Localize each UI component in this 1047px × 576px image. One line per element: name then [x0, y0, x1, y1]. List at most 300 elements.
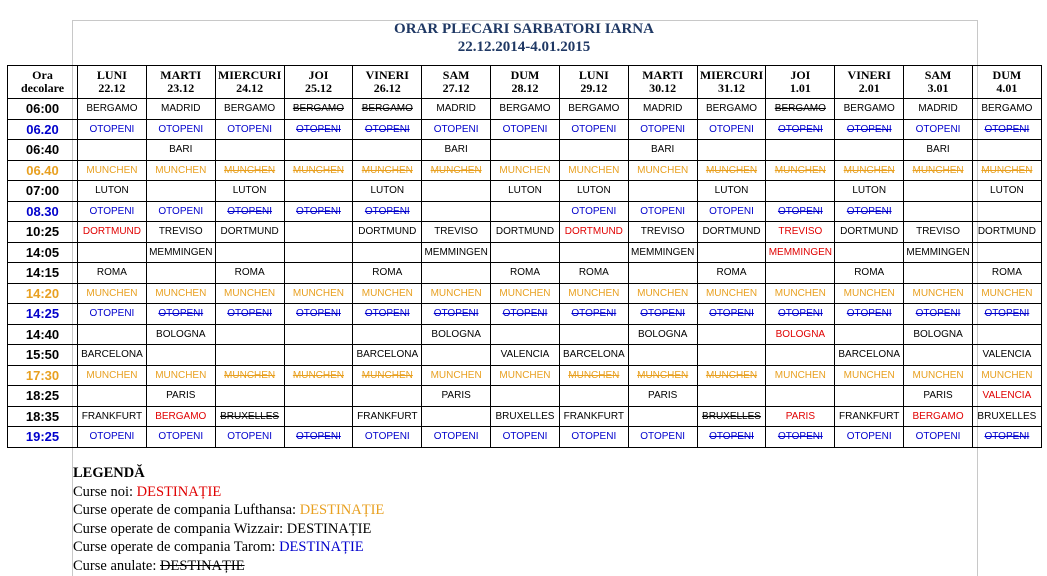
- schedule-row: [8, 160, 1042, 181]
- destination: BOLOGNA: [156, 328, 206, 340]
- destination: LUTON: [232, 185, 267, 197]
- destination: DORTMUND: [82, 226, 141, 238]
- destination: OTOPENI: [846, 308, 892, 320]
- flight-cell: [766, 242, 835, 263]
- flight-cell: [78, 119, 147, 140]
- destination: DORTMUND: [220, 226, 279, 238]
- flight-cell: [146, 345, 215, 366]
- flight-cell: [284, 263, 353, 284]
- flight-cell: [215, 201, 284, 222]
- flight-cell: [353, 242, 422, 263]
- day-name: JOI: [790, 68, 811, 82]
- flight-cell: [491, 427, 560, 448]
- destination: MUNCHEN: [912, 287, 964, 299]
- flight-cell: [422, 406, 491, 427]
- flight-cell: [422, 242, 491, 263]
- flight-cell: [491, 222, 560, 243]
- destination: MUNCHEN: [774, 164, 826, 176]
- flight-cell: [972, 304, 1041, 325]
- day-name: LUNI: [96, 68, 127, 82]
- destination: MUNCHEN: [568, 369, 620, 381]
- destination: OTOPENI: [777, 308, 823, 320]
- flight-cell: [78, 345, 147, 366]
- destination: OTOPENI: [158, 308, 204, 320]
- flight-cell: [78, 99, 147, 120]
- flight-cell: [559, 140, 628, 161]
- flight-cell: [559, 181, 628, 202]
- destination: BRUXELLES: [220, 410, 280, 422]
- flight-cell: [78, 386, 147, 407]
- departure-time: 08.30: [8, 201, 78, 222]
- destination: PARIS: [441, 390, 471, 402]
- flight-cell: [215, 263, 284, 284]
- destination: OTOPENI: [709, 205, 754, 217]
- flight-cell: [766, 222, 835, 243]
- flight-cell: [353, 181, 422, 202]
- schedule-row: [8, 222, 1042, 243]
- flight-cell: [146, 263, 215, 284]
- flight-cell: [78, 160, 147, 181]
- destination: OTOPENI: [571, 123, 617, 135]
- destination: OTOPENI: [571, 205, 617, 217]
- destination: TREVISO: [158, 226, 203, 238]
- destination: OTOPENI: [571, 308, 617, 320]
- destination: MUNCHEN: [843, 287, 895, 299]
- day-header: [146, 66, 215, 99]
- destination: MUNCHEN: [499, 164, 551, 176]
- flight-cell: [146, 365, 215, 386]
- flight-cell: [491, 140, 560, 161]
- flight-cell: [284, 181, 353, 202]
- destination: MUNCHEN: [155, 164, 207, 176]
- destination: BERGAMO: [705, 103, 758, 115]
- destination: OTOPENI: [571, 431, 617, 443]
- schedule-row: [8, 99, 1042, 120]
- flight-cell: [766, 201, 835, 222]
- day-name: LUNI: [578, 68, 609, 82]
- departure-time: 14:40: [8, 324, 78, 345]
- day-date: 22.12: [98, 81, 126, 95]
- destination: MEMMINGEN: [906, 246, 970, 258]
- destination: MUNCHEN: [705, 287, 758, 299]
- day-name: SAM: [442, 68, 470, 82]
- destination: DORTMUND: [840, 226, 899, 238]
- flight-cell: [835, 201, 904, 222]
- flight-cell: [972, 324, 1041, 345]
- legend-item-cancelled: [73, 557, 384, 576]
- destination: BARCELONA: [562, 349, 625, 361]
- destination: OTOPENI: [89, 205, 135, 217]
- departure-time: 14:05: [8, 242, 78, 263]
- destination: FRANKFURT: [81, 410, 143, 422]
- schedule-row: [8, 345, 1042, 366]
- destination: OTOPENI: [640, 308, 686, 320]
- legend-sample: DESTINAȚIE: [279, 539, 364, 555]
- schedule-title: ORAR PLECARI SARBATORI IARNA: [394, 21, 654, 37]
- destination: BRUXELLES: [702, 410, 761, 422]
- destination: ROMA: [716, 267, 747, 279]
- destination: DORTMUND: [977, 226, 1036, 238]
- flight-cell: [491, 242, 560, 263]
- flight-cell: [766, 119, 835, 140]
- destination: OTOPENI: [227, 308, 273, 320]
- flight-cell: [146, 283, 215, 304]
- destination: OTOPENI: [846, 123, 892, 135]
- flight-cell: [904, 283, 973, 304]
- flight-cell: [697, 222, 766, 243]
- destination: OTOPENI: [89, 431, 135, 443]
- destination: OTOPENI: [158, 205, 204, 217]
- flight-cell: [972, 222, 1041, 243]
- flight-cell: [904, 119, 973, 140]
- destination: MUNCHEN: [430, 164, 482, 176]
- day-header: [628, 66, 697, 99]
- departure-time: 18:25: [8, 386, 78, 407]
- departure-time: 14:15: [8, 263, 78, 284]
- flight-cell: [491, 304, 560, 325]
- destination: BERGAMO: [912, 410, 964, 422]
- destination: MUNCHEN: [843, 369, 895, 381]
- day-date: 3.01: [927, 81, 949, 95]
- flight-cell: [78, 365, 147, 386]
- flight-cell: [284, 345, 353, 366]
- destination: MUNCHEN: [499, 369, 551, 381]
- day-header: [766, 66, 835, 99]
- flight-cell: [766, 283, 835, 304]
- flight-cell: [284, 406, 353, 427]
- flight-cell: [78, 263, 147, 284]
- flight-cell: [835, 365, 904, 386]
- flight-cell: [697, 119, 766, 140]
- destination: MUNCHEN: [361, 164, 413, 176]
- destination: OTOPENI: [502, 123, 548, 135]
- day-date: 28.12: [511, 81, 539, 95]
- destination: MUNCHEN: [292, 164, 344, 176]
- flight-cell: [835, 324, 904, 345]
- flight-cell: [628, 140, 697, 161]
- flight-cell: [697, 283, 766, 304]
- destination: BOLOGNA: [431, 328, 481, 340]
- destination: BARI: [169, 144, 193, 156]
- flight-cell: [697, 242, 766, 263]
- flight-cell: [491, 406, 560, 427]
- flight-cell: [972, 201, 1041, 222]
- day-name: JOI: [308, 68, 329, 82]
- destination: DORTMUND: [358, 226, 417, 238]
- destination: OTOPENI: [502, 431, 548, 443]
- flight-cell: [972, 365, 1041, 386]
- flight-cell: [766, 406, 835, 427]
- legend-sample: DESTINAȚIE: [136, 483, 222, 500]
- flight-cell: [628, 160, 697, 181]
- flight-cell: [78, 140, 147, 161]
- flight-cell: [559, 345, 628, 366]
- destination: MUNCHEN: [224, 164, 276, 176]
- flight-cell: [835, 345, 904, 366]
- flight-cell: [697, 427, 766, 448]
- destination: BERGAMO: [361, 103, 413, 115]
- flight-cell: [766, 263, 835, 284]
- flight-cell: [78, 406, 147, 427]
- flight-cell: [559, 365, 628, 386]
- destination: OTOPENI: [915, 123, 961, 135]
- day-header: [78, 66, 147, 99]
- destination: MEMMINGEN: [149, 246, 213, 258]
- flight-cell: [766, 181, 835, 202]
- day-date: 31.12: [718, 81, 746, 95]
- flight-cell: [284, 201, 353, 222]
- flight-cell: [697, 201, 766, 222]
- flight-cell: [353, 263, 422, 284]
- destination: FRANKFURT: [357, 410, 418, 422]
- legend-heading: LEGENDĂ: [73, 465, 145, 481]
- day-header: [284, 66, 353, 99]
- departure-time: 19:25: [8, 427, 78, 448]
- flight-cell: [78, 283, 147, 304]
- flight-cell: [628, 242, 697, 263]
- flight-cell: [904, 324, 973, 345]
- flight-cell: [146, 222, 215, 243]
- destination: ROMA: [96, 267, 127, 279]
- destination: MADRID: [436, 103, 476, 115]
- destination: MUNCHEN: [981, 164, 1033, 176]
- flight-cell: [422, 160, 491, 181]
- destination: BARCELONA: [838, 349, 901, 361]
- destination: BERGAMO: [843, 103, 895, 115]
- flight-cell: [215, 181, 284, 202]
- destination: TREVISO: [434, 226, 479, 238]
- flight-cell: [422, 324, 491, 345]
- flight-cell: [215, 345, 284, 366]
- schedule-row: [8, 119, 1042, 140]
- destination: OTOPENI: [296, 431, 341, 443]
- destination: FRANKFURT: [563, 410, 625, 422]
- destination: BERGAMO: [86, 103, 138, 115]
- flight-cell: [904, 406, 973, 427]
- flight-cell: [835, 406, 904, 427]
- destination: MUNCHEN: [637, 369, 689, 381]
- destination: MUNCHEN: [430, 287, 482, 299]
- flight-cell: [904, 140, 973, 161]
- departure-time: 14:25: [8, 304, 78, 325]
- legend-label: Curse operate de compania Wizzair:: [73, 520, 287, 537]
- destination: BRUXELLES: [495, 410, 555, 422]
- flight-cell: [835, 160, 904, 181]
- flight-cell: [972, 406, 1041, 427]
- legend-label: Curse operate de compania Tarom:: [73, 539, 280, 555]
- flight-cell: [628, 263, 697, 284]
- schedule-row: [8, 406, 1042, 427]
- flight-cell: [835, 427, 904, 448]
- day-date: 27.12: [442, 81, 470, 95]
- flight-cell: [766, 304, 835, 325]
- flight-cell: [284, 140, 353, 161]
- destination: BERGAMO: [774, 103, 826, 115]
- destination: BERGAMO: [568, 103, 620, 115]
- flight-cell: [284, 365, 353, 386]
- flight-cell: [215, 160, 284, 181]
- legend-item-wizzair: [73, 520, 384, 539]
- destination: OTOPENI: [640, 123, 686, 135]
- destination: OTOPENI: [777, 123, 823, 135]
- destination: LUTON: [990, 185, 1024, 197]
- destination: OTOPENI: [709, 123, 754, 135]
- destination: PARIS: [785, 410, 815, 422]
- flight-cell: [628, 345, 697, 366]
- flight-cell: [353, 160, 422, 181]
- flight-cell: [697, 140, 766, 161]
- destination: MUNCHEN: [568, 164, 620, 176]
- destination: LUTON: [714, 185, 749, 197]
- flight-cell: [146, 386, 215, 407]
- flight-cell: [353, 222, 422, 243]
- flight-cell: [904, 222, 973, 243]
- schedule-row: [8, 181, 1042, 202]
- flight-cell: [904, 427, 973, 448]
- flight-cell: [422, 201, 491, 222]
- destination: MEMMINGEN: [424, 246, 488, 258]
- day-date: 2.01: [858, 81, 880, 95]
- flight-cell: [284, 222, 353, 243]
- flight-cell: [766, 386, 835, 407]
- flight-cell: [697, 345, 766, 366]
- destination: BARCELONA: [81, 349, 143, 361]
- destination: MUNCHEN: [637, 287, 689, 299]
- flight-cell: [422, 181, 491, 202]
- flight-cell: [559, 324, 628, 345]
- flight-cell: [835, 181, 904, 202]
- day-header: [353, 66, 422, 99]
- flight-cell: [972, 345, 1041, 366]
- flight-cell: [835, 304, 904, 325]
- flight-cell: [972, 283, 1041, 304]
- day-name: VINERI: [847, 68, 891, 82]
- flight-cell: [628, 386, 697, 407]
- destination: OTOPENI: [777, 431, 823, 443]
- destination: DORTMUND: [564, 226, 623, 238]
- day-name: MARTI: [642, 68, 684, 82]
- destination: OTOPENI: [984, 123, 1030, 135]
- legend-sample: DESTINAȚIE: [299, 502, 385, 518]
- day-header: [972, 66, 1041, 99]
- flight-cell: [972, 181, 1041, 202]
- day-header: [491, 66, 560, 99]
- flight-cell: [835, 222, 904, 243]
- legend-item-tarom: [73, 538, 384, 557]
- destination: MUNCHEN: [981, 369, 1033, 381]
- legend: [73, 464, 384, 575]
- legend-sample: DESTINAȚIE: [286, 520, 372, 537]
- flight-cell: [78, 427, 147, 448]
- flight-cell: [284, 283, 353, 304]
- flight-cell: [766, 160, 835, 181]
- day-date: 1.01: [789, 81, 811, 95]
- day-header: [835, 66, 904, 99]
- flight-cell: [972, 427, 1041, 448]
- flight-cell: [628, 222, 697, 243]
- schedule-row: [8, 242, 1042, 263]
- destination: TREVISO: [916, 226, 960, 238]
- day-header: [697, 66, 766, 99]
- destination: OTOPENI: [158, 431, 204, 443]
- flight-cell: [422, 119, 491, 140]
- flight-cell: [491, 345, 560, 366]
- flight-cell: [835, 386, 904, 407]
- flight-cell: [697, 324, 766, 345]
- flight-cell: [697, 263, 766, 284]
- destination: MUNCHEN: [774, 369, 826, 381]
- destination: PARIS: [923, 390, 953, 402]
- destination: VALENCIA: [982, 390, 1032, 402]
- destination: BARCELONA: [356, 349, 419, 361]
- departure-time: 17:30: [8, 365, 78, 386]
- destination: MUNCHEN: [568, 287, 620, 299]
- destination: ROMA: [578, 267, 609, 279]
- destination: PARIS: [648, 390, 678, 402]
- destination: VALENCIA: [500, 349, 550, 361]
- day-header: [904, 66, 973, 99]
- time-column-header: [8, 66, 78, 99]
- departure-time: 18:35: [8, 406, 78, 427]
- flight-cell: [972, 119, 1041, 140]
- destination: OTOPENI: [777, 205, 823, 217]
- flight-cell: [353, 119, 422, 140]
- destination: MUNCHEN: [86, 287, 138, 299]
- destination: OTOPENI: [89, 308, 135, 320]
- flight-cell: [215, 365, 284, 386]
- flight-cell: [559, 222, 628, 243]
- legend-label: Curse operate de compania Lufthansa:: [73, 502, 300, 518]
- destination: BARI: [444, 144, 468, 156]
- destination: OTOPENI: [364, 205, 410, 217]
- legend-sample: DESTINAȚIE: [159, 557, 245, 574]
- flight-cell: [628, 119, 697, 140]
- flight-cell: [904, 160, 973, 181]
- flight-cell: [284, 386, 353, 407]
- flight-cell: [559, 427, 628, 448]
- flight-cell: [559, 263, 628, 284]
- flight-cell: [422, 345, 491, 366]
- departure-time: 07:00: [8, 181, 78, 202]
- day-name: DUM: [992, 68, 1022, 82]
- day-date: 30.12: [649, 81, 677, 95]
- flight-cell: [78, 181, 147, 202]
- day-name: MIERCURI: [217, 68, 282, 82]
- departure-time: 06.40: [8, 160, 78, 181]
- flight-cell: [904, 201, 973, 222]
- flight-cell: [697, 386, 766, 407]
- schedule-rows: [8, 99, 1042, 448]
- destination: LUTON: [576, 185, 611, 197]
- destination: MUNCHEN: [499, 287, 551, 299]
- day-name: VINERI: [365, 68, 409, 82]
- destination: MUNCHEN: [430, 369, 482, 381]
- destination: OTOPENI: [227, 431, 273, 443]
- destination: OTOPENI: [846, 205, 892, 217]
- flight-cell: [422, 263, 491, 284]
- flight-cell: [628, 427, 697, 448]
- destination: DORTMUND: [702, 226, 761, 238]
- destination: MUNCHEN: [705, 164, 758, 176]
- schedule-row: [8, 365, 1042, 386]
- destination: MUNCHEN: [86, 369, 138, 381]
- flight-cell: [766, 427, 835, 448]
- destination: LUTON: [508, 185, 542, 197]
- destination: MUNCHEN: [774, 287, 826, 299]
- flight-cell: [215, 140, 284, 161]
- flight-cell: [835, 119, 904, 140]
- flight-cell: [628, 201, 697, 222]
